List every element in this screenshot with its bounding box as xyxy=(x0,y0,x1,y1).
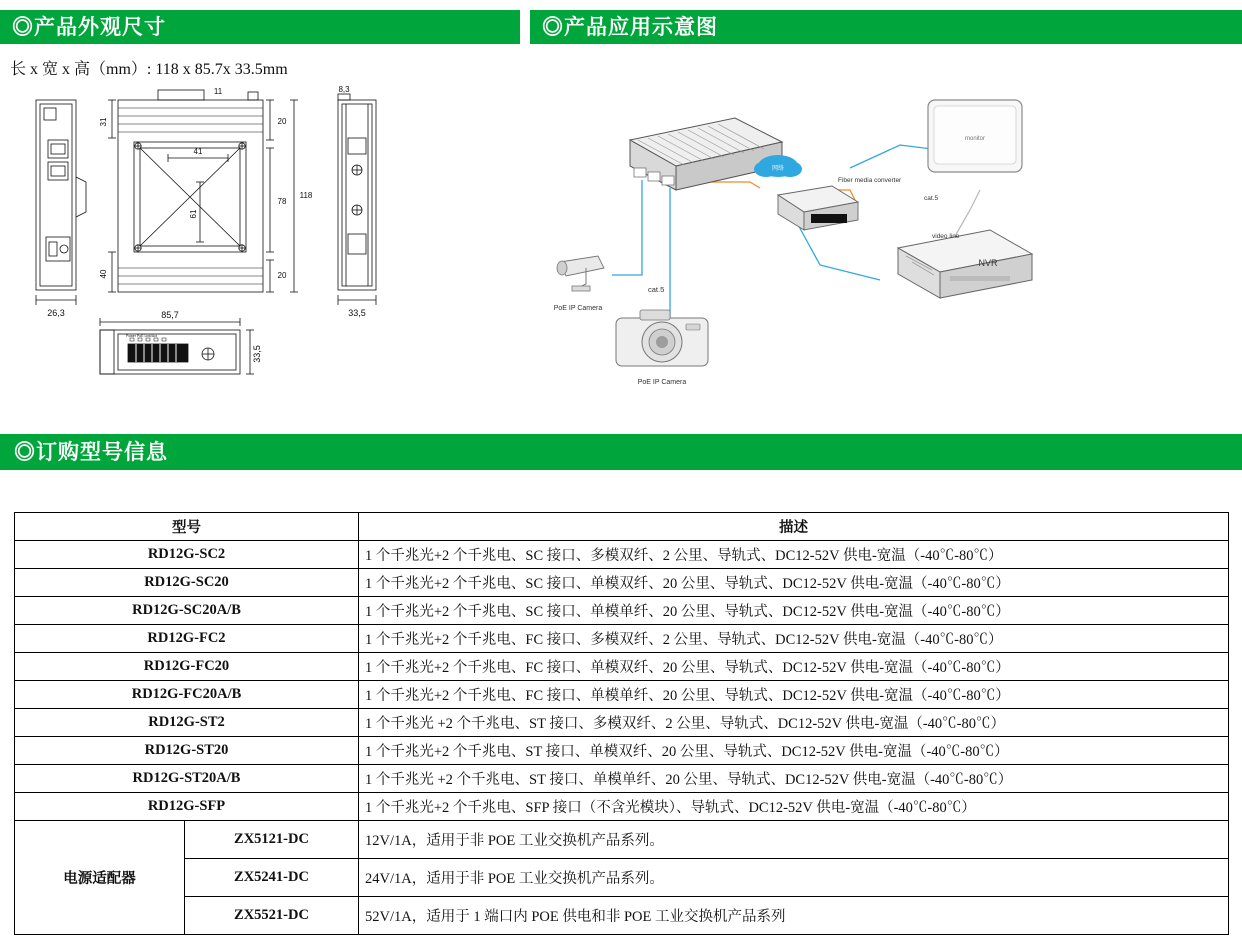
table-header-row xyxy=(15,513,1229,541)
cell-adapter-desc: 52V/1A，适用于 1 端口内 POE 供电和非 POE 工业交换机产品系列 xyxy=(359,897,1229,935)
table-row-adapter xyxy=(15,897,1229,935)
cell-adapter-desc: 12V/1A，适用于非 POE 工业交换机产品系列。 xyxy=(359,821,1229,859)
order-table xyxy=(14,512,1229,935)
table-row xyxy=(15,793,1229,821)
cell-desc: 1 个千兆光+2 个千兆电、SFP 接口（不含光模块）、导轨式、DC12-52V 供电-宽温（-40℃-80℃） xyxy=(359,793,1229,821)
cell-desc: 1 个千兆光+2 个千兆电、FC 接口、单模单纤、20 公里、导轨式、DC12-52V 供电-宽温（-40℃-80℃） xyxy=(359,681,1229,709)
cell-desc: 1 个千兆光+2 个千兆电、ST 接口、单模双纤、20 公里、导轨式、DC12-52V 供电-宽温（-40℃-80℃） xyxy=(359,737,1229,765)
cell-model: RD12G-FC20 xyxy=(15,653,359,681)
cell-model: RD12G-ST20 xyxy=(15,737,359,765)
table-row xyxy=(15,737,1229,765)
dim-label-78: 78 xyxy=(277,197,287,206)
cell-adapter-desc: 24V/1A，适用于非 POE 工业交换机产品系列。 xyxy=(359,859,1229,897)
dim-label-11: 11 xyxy=(213,87,223,96)
cell-desc: 1 个千兆光+2 个千兆电、SC 接口、单模单纤、20 公里、导轨式、DC12-52V 供电-宽温（-40℃-80℃） xyxy=(359,597,1229,625)
table-row-adapter xyxy=(15,821,1229,859)
column-header-desc: 描述 xyxy=(359,513,1229,541)
table-row xyxy=(15,597,1229,625)
dim-label-61: 61 xyxy=(189,209,198,219)
cell-model: RD12G-FC2 xyxy=(15,625,359,653)
table-row xyxy=(15,569,1229,597)
dim-label-8-3: 8,3 xyxy=(338,85,350,94)
cell-model: RD12G-SC20 xyxy=(15,569,359,597)
section-header-application: ◎产品应用示意图 xyxy=(530,10,1242,44)
dim-label-33-5: 33,5 xyxy=(348,308,366,318)
video-line-label: video line xyxy=(932,233,960,240)
order-table-wrapper xyxy=(14,512,1228,935)
front-panel-marking: Power PoE Link/Act xyxy=(126,334,157,338)
camera1-label: PoE IP Camera xyxy=(553,305,603,312)
table-row xyxy=(15,541,1229,569)
cell-model: RD12G-ST20A/B xyxy=(15,765,359,793)
dim-label-118: 118 xyxy=(299,191,313,200)
cell-desc: 1 个千兆光+2 个千兆电、SC 接口、单模双纤、20 公里、导轨式、DC12-52V 供电-宽温（-40℃-80℃） xyxy=(359,569,1229,597)
cell-adapter-model: ZX5121-DC xyxy=(185,821,359,859)
cell-desc: 1 个千兆光 +2 个千兆电、ST 接口、单模单纤、20 公里、导轨式、DC12-52V 供电-宽温（-40℃-80℃） xyxy=(359,765,1229,793)
dim-label-26-3: 26,3 xyxy=(47,308,65,318)
cell-desc: 1 个千兆光+2 个千兆电、SC 接口、多模双纤、2 公里、导轨式、DC12-52V 供电-宽温（-40℃-80℃） xyxy=(359,541,1229,569)
dimension-caption: 长 x 宽 x 高（mm）: 118 x 85.7x 33.5mm xyxy=(10,61,288,78)
table-row xyxy=(15,709,1229,737)
cell-desc: 1 个千兆光 +2 个千兆电、ST 接口、多模双纤、2 公里、导轨式、DC12-52V 供电-宽温（-40℃-80℃） xyxy=(359,709,1229,737)
section-header-row xyxy=(0,10,1242,44)
cell-model: RD12G-FC20A/B xyxy=(15,681,359,709)
section-header-dimensions: ◎产品外观尺寸 xyxy=(0,10,520,44)
dim-label-20a: 20 xyxy=(277,117,287,126)
section-header-order: ◎订购型号信息 xyxy=(0,434,1242,470)
dim-label-31: 31 xyxy=(99,117,108,127)
column-header-model: 型号 xyxy=(15,513,359,541)
dim-label-40: 40 xyxy=(99,269,108,279)
cell-desc: 1 个千兆光+2 个千兆电、FC 接口、单模双纤、20 公里、导轨式、DC12-52V 供电-宽温（-40℃-80℃） xyxy=(359,653,1229,681)
cell-adapter-model: ZX5241-DC xyxy=(185,859,359,897)
table-row xyxy=(15,653,1229,681)
table-row-adapter xyxy=(15,859,1229,897)
dim-label-20b: 20 xyxy=(277,271,287,280)
converter-label: Fiber media converter xyxy=(838,177,902,184)
header-gap xyxy=(520,10,530,44)
dim-label-85-7: 85,7 xyxy=(161,310,179,320)
cell-desc: 1 个千兆光+2 个千兆电、FC 接口、多模双纤、2 公里、导轨式、DC12-52V 供电-宽温（-40℃-80℃） xyxy=(359,625,1229,653)
nvr-label: NVR xyxy=(978,258,998,268)
dim-label-41: 41 xyxy=(193,147,203,156)
cloud-label: 网络 xyxy=(771,166,785,172)
camera2-label: PoE IP Camera xyxy=(637,379,687,386)
cell-model: RD12G-SC2 xyxy=(15,541,359,569)
cell-adapter-group-label: 电源适配器 xyxy=(15,821,185,935)
table-row xyxy=(15,765,1229,793)
cell-adapter-model: ZX5521-DC xyxy=(185,897,359,935)
application-diagram xyxy=(520,70,1220,400)
cell-model: RD12G-SFP xyxy=(15,793,359,821)
table-row xyxy=(15,625,1229,653)
table-row xyxy=(15,681,1229,709)
cat5-right-label: cat.5 xyxy=(924,195,939,202)
dim-label-33-5b: 33,5 xyxy=(252,345,262,363)
mechanical-drawing xyxy=(8,82,478,392)
cell-model: RD12G-SC20A/B xyxy=(15,597,359,625)
cell-model: RD12G-ST2 xyxy=(15,709,359,737)
monitor-label: monitor xyxy=(964,136,986,142)
cat5-left-label: cat.5 xyxy=(648,285,665,294)
